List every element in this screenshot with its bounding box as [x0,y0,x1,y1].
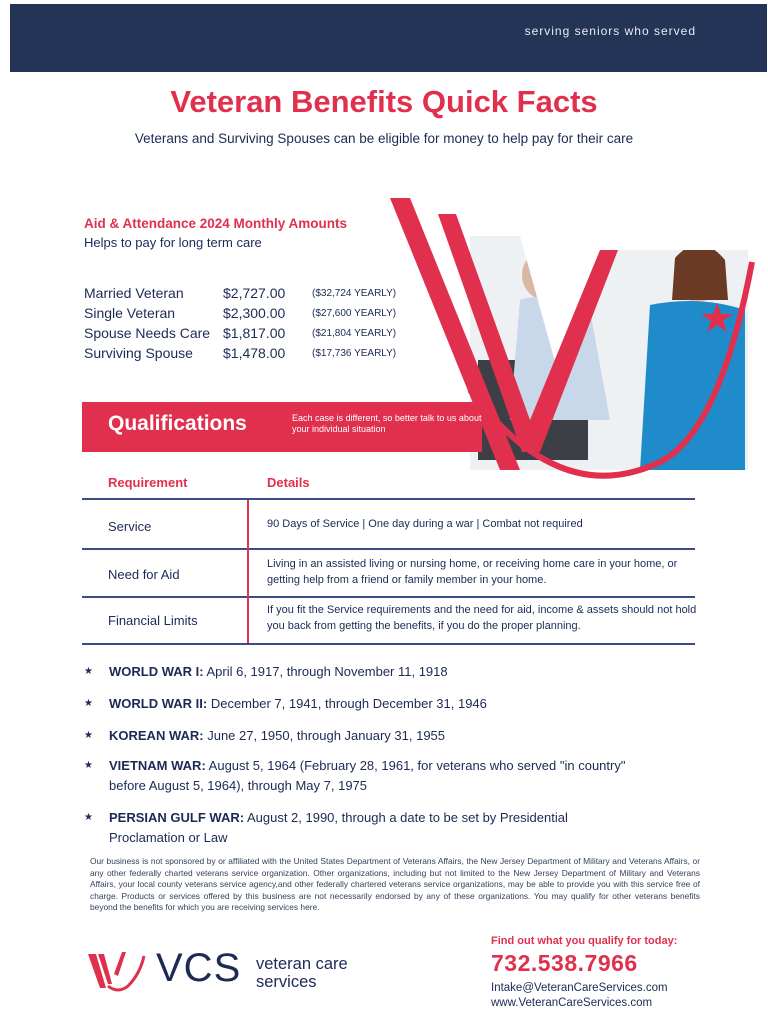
table-row-requirement: Need for Aid [108,567,180,582]
amount-monthly: $1,817.00 [223,325,286,341]
table-divider [82,548,695,550]
war-dates: April 6, 1917, through November 11, 1918 [203,664,448,679]
war-dates: June 27, 1950, through January 31, 1955 [203,728,446,743]
star-bullet-icon: ★ [84,760,93,771]
war-name: VIETNAM WAR: [109,758,206,773]
table-row-details: If you fit the Service requirements and the need for aid, income & assets should not hold you back from getting the benefits, if you do the proper planning. [267,604,697,632]
table-row-requirement: Financial Limits [108,613,198,628]
table-divider [82,596,695,598]
amount-label: Spouse Needs Care [84,325,211,341]
cta-text: Find out what you qualify for today: [491,935,678,947]
war-dates: August 2, 1990, through a date to be set by Presidential Proclamation or Law [109,810,568,845]
amount-yearly: ($32,724 YEARLY) [312,288,397,299]
amount-label: Single Veteran [84,305,176,321]
page-title: Veteran Benefits Quick Facts [170,84,598,119]
war-name: WORLD WAR II: [109,696,208,711]
war-name: WORLD WAR I: [109,664,204,679]
amount-label: Surviving Spouse [84,345,193,361]
vcs-logo-icon [84,946,148,996]
caregiver-photo [470,230,760,480]
aid-attendance-subheading: Helps to pay for long term care [84,235,262,250]
war-dates: August 5, 1964 (February 28, 1961, for veterans who served "in country" before August 5, 1964), through May 7, 1975 [109,758,626,793]
tagline: serving seniors who served [524,24,696,38]
table-row-details: Living in an assisted living or nursing home, or receiving home care in your home, or getting help from a friend or family member in your home. [267,558,678,586]
logo-wordmark [256,955,348,991]
amount-monthly: $2,727.00 [223,285,286,301]
table-header-details: Details [267,475,310,490]
disclaimer-text: Our business is not sponsored by or affiliated with the United States Department of Veterans Affairs, the New Jersey Department of Military and Veterans Affairs, or any other federally charted veterans service organization. Other organizations, including but not limited to the New Jersey Department of Military and Veterans Affairs, your local county veterans service agency,and other federally chartered veterans service organizations, may be able to provide you with this service free of charge. Products or services offered by this business are not necessarily endorsed by any of these organizations. You may qualify for other veterans benefits beyond the benefits for which you are receiving services here. [90,856,700,913]
table-row-requirement: Service [108,519,152,534]
phone-number[interactable]: 732.538.7966 [491,950,638,976]
aid-attendance-heading: Aid & Attendance 2024 Monthly Amounts [84,216,348,231]
war-name: PERSIAN GULF WAR: [109,810,245,825]
amount-yearly: ($17,736 YEARLY) [312,348,397,359]
table-row-details: 90 Days of Service | One day during a war | Combat not required [267,518,583,530]
amount-monthly: $2,300.00 [223,305,286,321]
logo-line: veteran care [256,955,348,973]
qualifications-title: Qualifications [108,412,247,435]
logo-abbreviation: VCS [156,946,242,990]
page-subtitle: Veterans and Surviving Spouses can be eligible for money to help pay for their care [134,131,634,146]
star-bullet-icon: ★ [84,698,93,709]
star-bullet-icon: ★ [84,666,93,677]
table-header-requirement: Requirement [108,475,188,490]
star-bullet-icon: ★ [84,730,93,741]
amount-label: Married Veteran [84,285,184,301]
amount-yearly: ($21,804 YEARLY) [312,328,397,339]
war-name: KOREAN WAR: [109,728,204,743]
star-bullet-icon: ★ [84,812,93,823]
website-link[interactable]: www.VeteranCareServices.com [491,997,653,1009]
qualifications-note: Each case is different, so better talk to us about your individual situation [292,413,482,434]
war-dates: December 7, 1941, through December 31, 1946 [207,696,487,711]
table-divider [82,498,695,500]
amount-yearly: ($27,600 YEARLY) [312,308,397,319]
table-column-divider [247,500,249,643]
amount-monthly: $1,478.00 [223,345,286,361]
table-divider [82,643,695,645]
logo-line: services [256,973,317,991]
email-link[interactable]: Intake@VeteranCareServices.com [491,982,668,994]
